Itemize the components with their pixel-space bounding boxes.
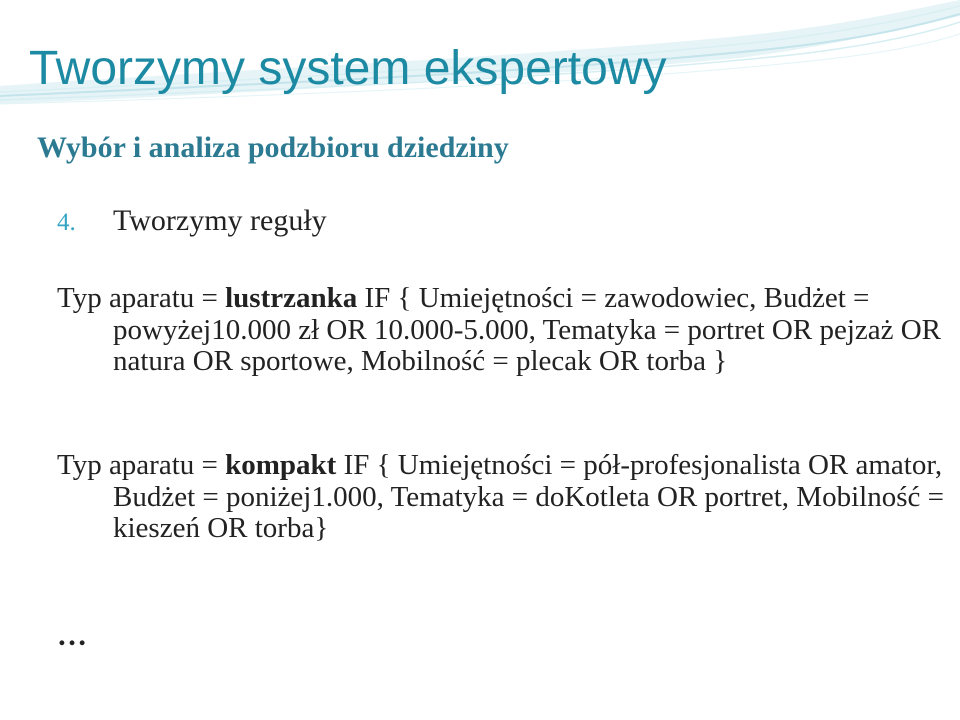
rule-value: lustrzanka (225, 282, 358, 314)
rule-lustrzanka (57, 283, 960, 378)
rule-prefix: Typ aparatu = (57, 449, 226, 481)
rule-condition: IF { Umiejętności = pół-profesjonalista OR amator, Budżet = poniżej1.000, Tematyka = doKotleta OR portret, Mobilność = kieszeń OR torba} (113, 449, 944, 544)
list-item-text: Tworzymy reguły (113, 204, 327, 237)
list-item-number: 4. (57, 209, 76, 236)
rule-prefix: Typ aparatu = (57, 282, 226, 314)
slide-title: Tworzymy system ekspertowy (29, 42, 667, 95)
numbered-list-item (57, 202, 327, 242)
ellipsis: … (57, 619, 87, 652)
rule-condition: IF { Umiejętności = zawodowiec, Budżet = powyżej10.000 zł OR 10.000-5.000, Tematyka = portret OR pejzaż OR natura OR sportowe, Mobilność = plecak OR torba } (113, 282, 942, 377)
slide-subtitle: Wybór i analiza podzbioru dziedziny (37, 131, 509, 164)
rule-kompakt (57, 450, 960, 545)
rule-value: kompakt (225, 449, 337, 481)
